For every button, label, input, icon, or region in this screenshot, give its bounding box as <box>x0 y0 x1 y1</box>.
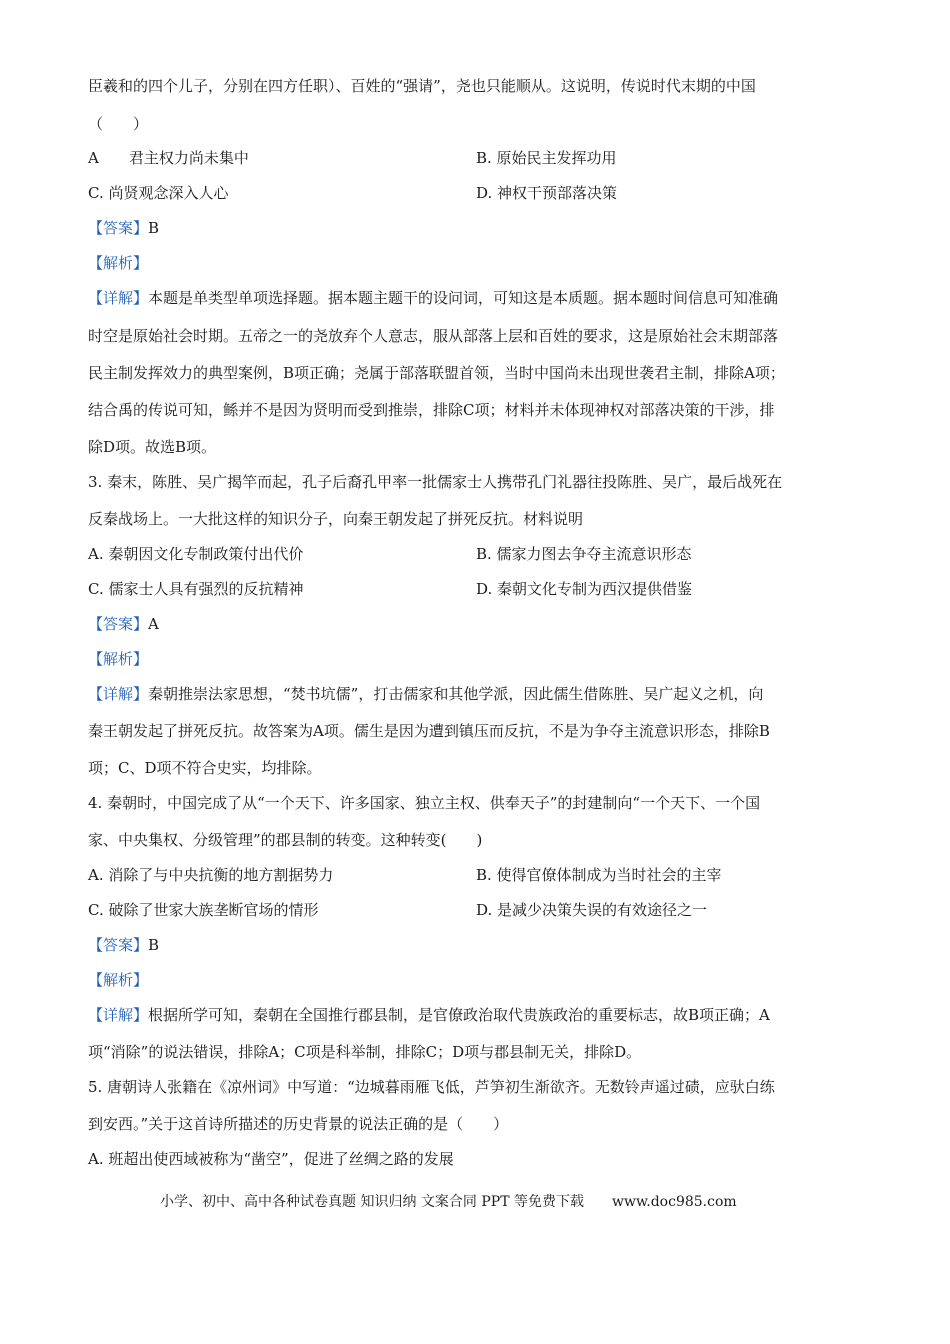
q3-analysis-tag: 【解析】 <box>88 650 149 668</box>
answer-value: B <box>148 219 160 237</box>
detail-tag: 【详解】 <box>88 1006 149 1024</box>
footer-url[interactable]: www.doc985.com <box>611 1194 737 1210</box>
q2-detail-line-2: 时空是原始社会时期。五帝之一的尧放弃个人意志，服从部落上层和百姓的要求，这是原始社会末期部落 <box>88 327 779 345</box>
q4-stem-line-1: 4. 秦朝时，中国完成了从“一个天下、许多国家、独立主权、供奉天子”的封建制向“一个天下、一个国 <box>88 794 761 812</box>
q2-stem-line-2: （ ） <box>88 115 149 133</box>
q4-answer <box>88 935 159 955</box>
q2-detail-line-4: 结合禹的传说可知，鲧并不是因为贤明而受到推崇，排除C项；材料并未体现神权对部落决策的干涉，排 <box>88 401 775 419</box>
q5-stem-line-2: 到安西。”关于这首诗所描述的历史背景的说法正确的是（ ） <box>88 1115 509 1133</box>
q4-option-a: A. 消除了与中央抗衡的地方割据势力 <box>88 866 334 884</box>
detail-text: 根据所学可知，秦朝在全国推行郡县制，是官僚政治取代贵族政治的重要标志，故B项正确；A <box>148 1006 770 1024</box>
detail-tag: 【详解】 <box>88 289 149 307</box>
q3-detail-line-1 <box>88 684 763 704</box>
q2-answer <box>88 218 159 238</box>
q4-option-d: D. 是减少决策失误的有效途径之一 <box>476 901 708 919</box>
detail-text: 本题是单类型单项选择题。据本题主题干的设问词，可知这是本质题。据本题时间信息可知准确 <box>148 289 779 307</box>
q5-option-a: A. 班超出使西域被称为“凿空”，促进了丝绸之路的发展 <box>88 1150 454 1168</box>
q4-analysis-tag: 【解析】 <box>88 971 149 989</box>
detail-tag: 【详解】 <box>88 685 149 703</box>
q3-option-b: B. 儒家力图去争夺主流意识形态 <box>476 545 692 563</box>
q3-stem-line-1: 3. 秦末，陈胜、吴广揭竿而起，孔子后裔孔甲率一批儒家士人携带孔门礼器往投陈胜、吴广，最后战死在 <box>88 473 783 491</box>
answer-tag: 【答案】 <box>88 936 149 954</box>
page-footer <box>160 1192 737 1212</box>
q2-option-d: D. 神权干预部落决策 <box>476 184 618 202</box>
q2-option-a: A 君主权力尚未集中 <box>88 149 249 167</box>
answer-tag: 【答案】 <box>88 219 149 237</box>
q4-option-b: B. 使得官僚体制成为当时社会的主宰 <box>476 866 722 884</box>
q2-option-c: C. 尚贤观念深入人心 <box>88 184 229 202</box>
q2-detail-line-1 <box>88 288 778 308</box>
q5-stem-line-1: 5. 唐朝诗人张籍在《凉州词》中写道：“边城暮雨雁飞低，芦笋初生渐欲齐。无数铃声遥过碛，应驮白练 <box>88 1078 775 1096</box>
q4-option-c: C. 破除了世家大族垄断官场的情形 <box>88 901 319 919</box>
footer-text: 小学、初中、高中各种试卷真题 知识归纳 文案合同 PPT 等免费下载 <box>160 1194 584 1210</box>
answer-value: A <box>148 615 159 633</box>
q4-detail-line-2: 项“消除”的说法错误，排除A；C项是科举制，排除C；D项与郡县制无关，排除D。 <box>88 1043 642 1061</box>
q3-option-d: D. 秦朝文化专制为西汉提供借鉴 <box>476 580 693 598</box>
q3-stem-line-2: 反秦战场上。一大批这样的知识分子，向秦王朝发起了拼死反抗。材料说明 <box>88 510 584 528</box>
q2-stem-line-1: 臣羲和的四个儿子，分别在四方任职）、百姓的“强请”，尧也只能顺从。这说明，传说时代末期的中国 <box>88 77 756 95</box>
q2-detail-line-3: 民主制发挥效力的典型案例，B项正确；尧属于部落联盟首领，当时中国尚未出现世袭君主制，排除A项； <box>88 364 785 382</box>
q3-option-a: A. 秦朝因文化专制政策付出代价 <box>88 545 304 563</box>
q2-analysis-tag: 【解析】 <box>88 254 149 272</box>
q3-answer <box>88 614 159 634</box>
q2-option-b: B. 原始民主发挥功用 <box>476 149 617 167</box>
q2-detail-line-5: 除D项。故选B项。 <box>88 438 217 456</box>
q3-option-c: C. 儒家士人具有强烈的反抗精神 <box>88 580 304 598</box>
q3-detail-line-3: 项；C、D项不符合史实，均排除。 <box>88 759 322 777</box>
q3-detail-line-2: 秦王朝发起了拼死反抗。故答案为A项。儒生是因为遭到镇压而反抗，不是为争夺主流意识形态，排除B <box>88 722 770 740</box>
answer-tag: 【答案】 <box>88 615 149 633</box>
answer-value: B <box>148 936 160 954</box>
q4-stem-line-2: 家、中央集权、分级管理”的郡县制的转变。这种转变( ) <box>88 831 483 849</box>
detail-text: 秦朝推崇法家思想，“焚书坑儒”，打击儒家和其他学派，因此儒生借陈胜、吴广起义之机，向 <box>148 685 764 703</box>
q4-detail-line-1 <box>88 1005 770 1025</box>
